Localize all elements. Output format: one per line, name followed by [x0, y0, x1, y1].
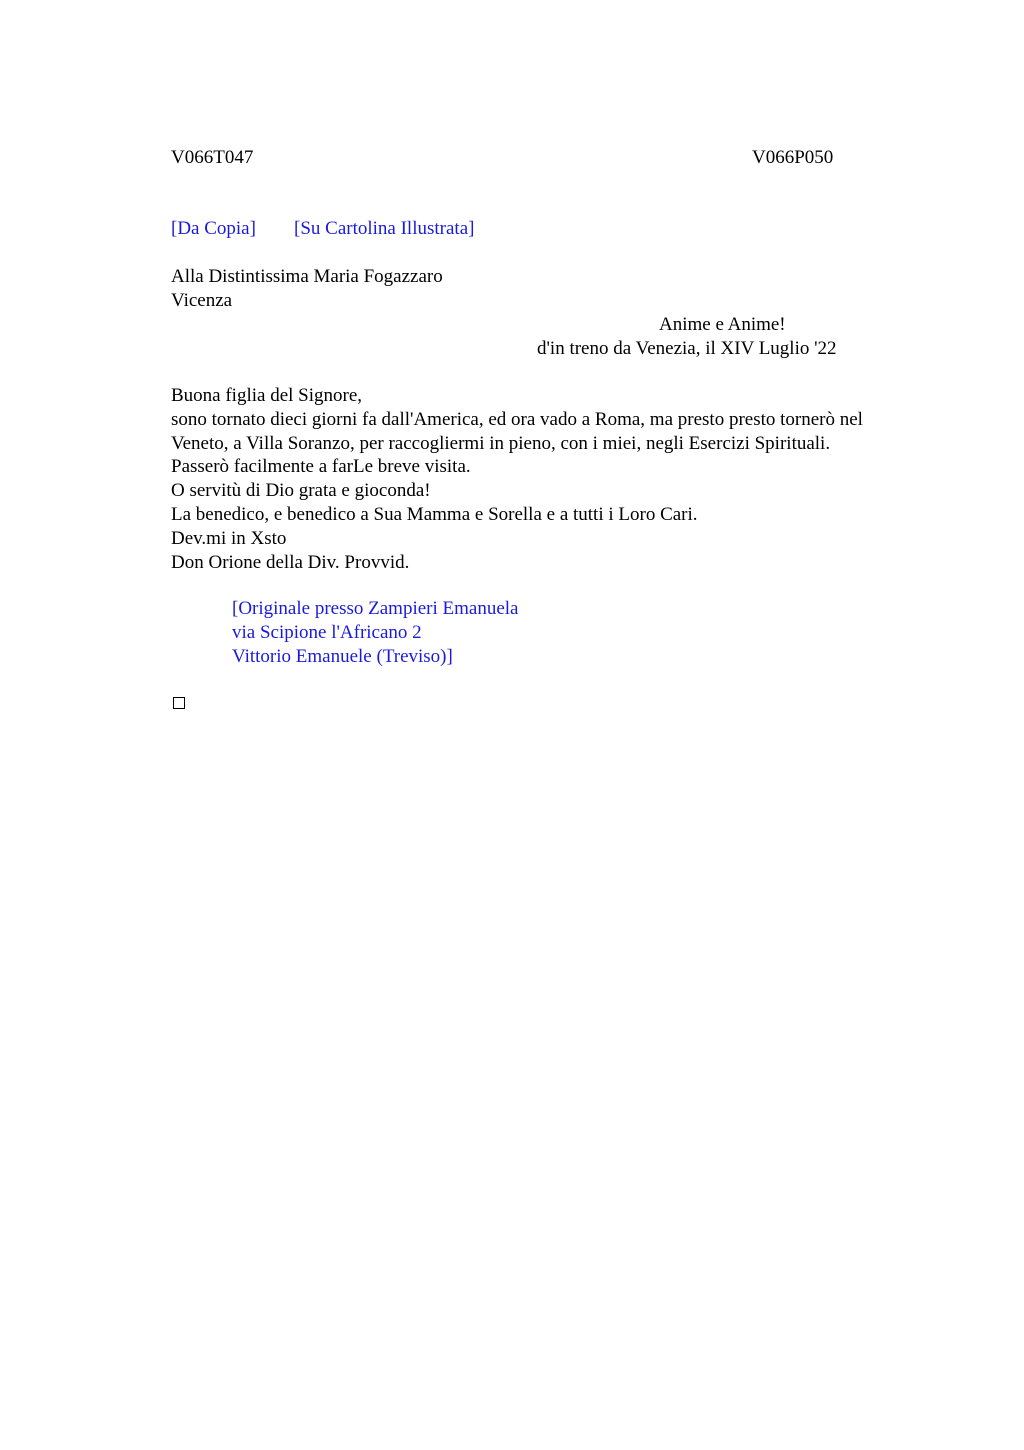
- letter-line: Veneto, a Villa Soranzo, per raccogliermi in pieno, con i miei, negli Esercizi Spirituali.: [171, 432, 831, 454]
- archive-note-line: via Scipione l'Africano 2: [232, 622, 422, 643]
- document-code-right: V066P050: [752, 147, 834, 168]
- letter-dateline: d'in treno da Venezia, il XIV Luglio '22: [537, 338, 837, 359]
- letter-salutation: Buona figlia del Signore,: [171, 385, 363, 406]
- editorial-note-card: [Su Cartolina Illustrata]: [294, 218, 475, 239]
- document-code-left: V066T047: [171, 147, 254, 168]
- letter-signature: Don Orione della Div. Provvid.: [171, 551, 410, 573]
- archive-note-line: Vittorio Emanuele (Treviso)]: [232, 646, 453, 667]
- letter-line: Passerò facilmente a farLe breve visita.: [171, 456, 471, 478]
- editorial-note-copy: [Da Copia]: [171, 218, 256, 239]
- letter-line: sono tornato dieci giorni fa dall'America, ed ora vado a Roma, ma presto presto tornerò nel: [171, 408, 863, 430]
- addressee-line: Alla Distintissima Maria Fogazzaro: [171, 266, 443, 287]
- end-box-icon: [173, 697, 185, 709]
- addressee-city: Vicenza: [171, 290, 233, 311]
- archive-note-line: [Originale presso Zampieri Emanuela: [232, 598, 519, 619]
- letter-body: [171, 384, 863, 574]
- archive-note: [232, 597, 518, 669]
- letter-line: La benedico, e benedico a Sua Mamma e Sorella e a tutti i Loro Cari.: [171, 503, 698, 525]
- letter-closing: Dev.mi in Xsto: [171, 527, 287, 549]
- letter-motto: Anime e Anime!: [659, 314, 786, 335]
- letter-line: O servitù di Dio grata e gioconda!: [171, 480, 431, 502]
